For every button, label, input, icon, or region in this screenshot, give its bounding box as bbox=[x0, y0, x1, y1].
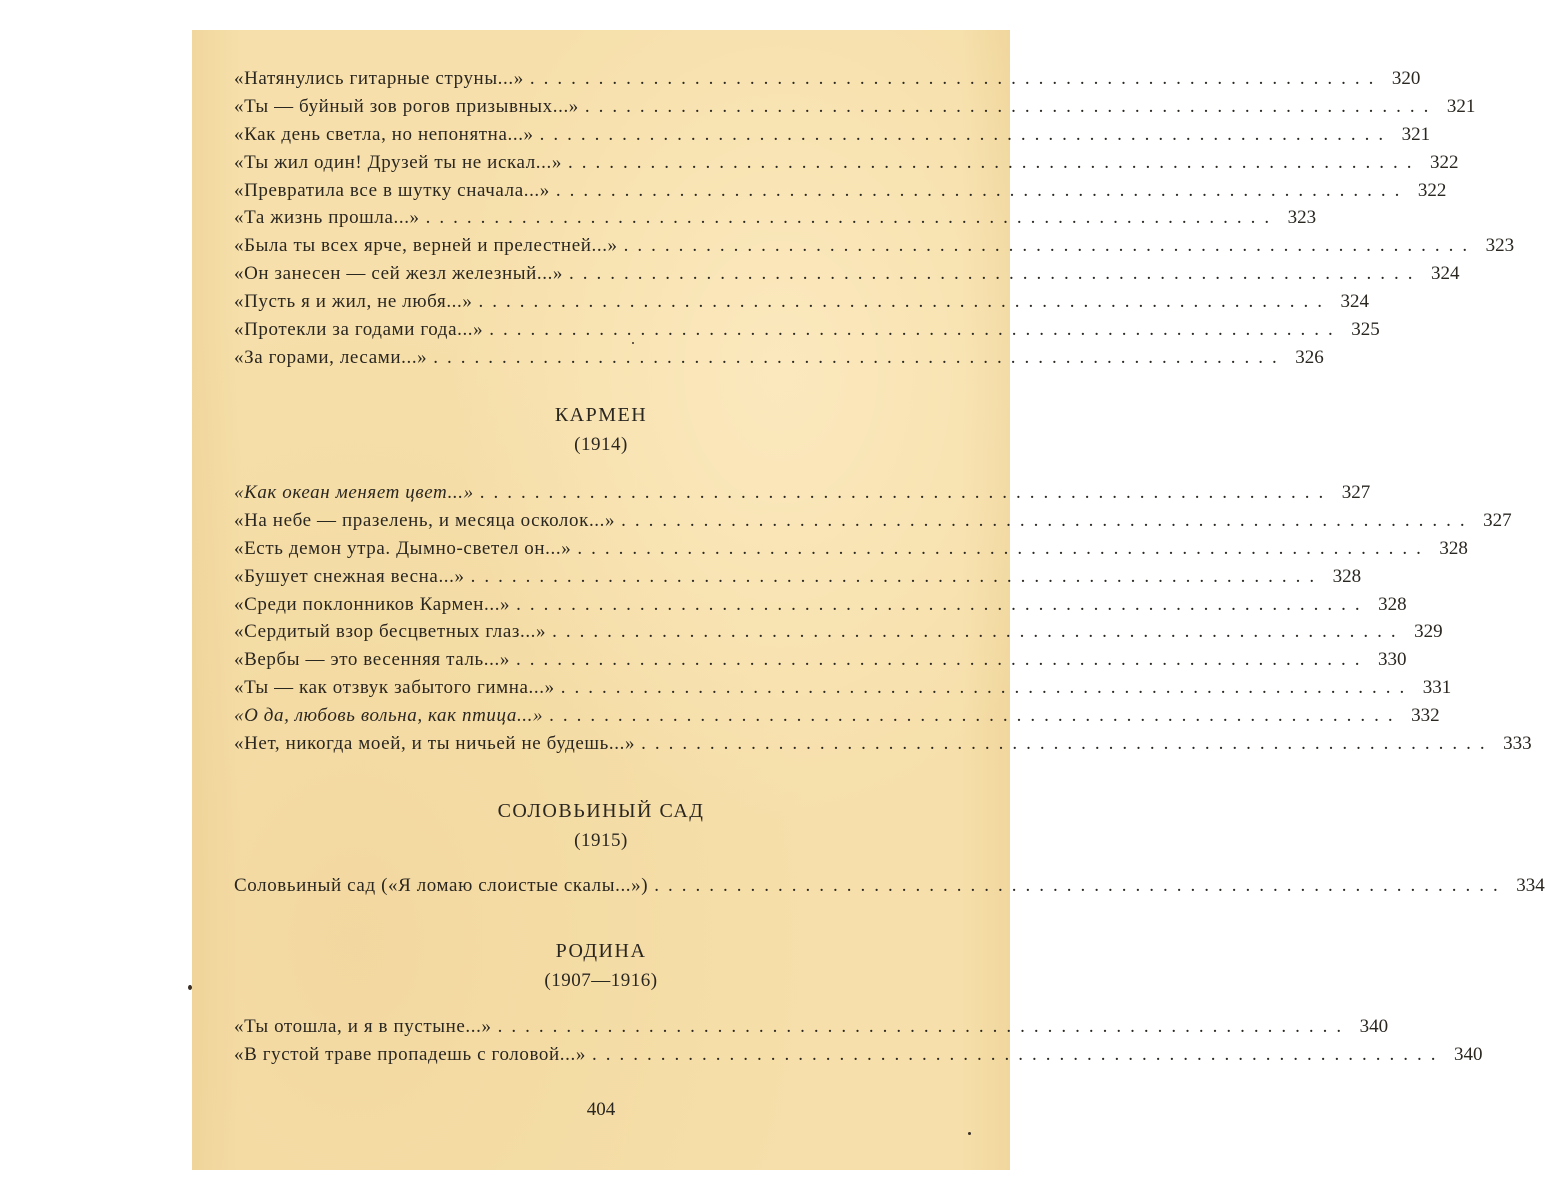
leader-dots: .............................................................. bbox=[549, 705, 1402, 727]
print-speck bbox=[632, 342, 634, 344]
section-title: РОДИНА bbox=[555, 940, 647, 962]
entry-title: «Пусть я и жил, не любя...» bbox=[234, 291, 473, 313]
toc-entry bbox=[234, 95, 1476, 124]
toc-entry bbox=[234, 1016, 1389, 1044]
leader-dots: .............................................................. bbox=[560, 677, 1414, 699]
entry-page: 324 bbox=[1431, 263, 1460, 285]
toc-entry bbox=[234, 346, 1324, 375]
entry-page: 324 bbox=[1340, 291, 1369, 313]
leader-dots: .............................................................. bbox=[516, 593, 1369, 615]
toc-entry bbox=[234, 565, 1362, 594]
leader-dots: .............................................................. bbox=[555, 179, 1409, 201]
toc-entry bbox=[234, 263, 1460, 291]
entry-title: «Ты отошла, и я в пустыне...» bbox=[234, 1016, 492, 1037]
toc-entry bbox=[234, 677, 1452, 705]
toc-entry bbox=[234, 705, 1440, 733]
leader-dots: .............................................................. bbox=[654, 875, 1507, 896]
entry-title: «Есть демон утра. Дымно-светел он...» bbox=[234, 537, 572, 559]
entry-title: «На небе — празелень, и месяца осколок...» bbox=[234, 509, 616, 531]
entry-page: 340 bbox=[1453, 1043, 1483, 1065]
print-speck bbox=[968, 1132, 971, 1135]
leader-dots: .............................................................. bbox=[478, 291, 1331, 313]
entry-page: 321 bbox=[1401, 123, 1431, 145]
toc-block-carmen bbox=[234, 482, 1532, 761]
section-years: (1914) bbox=[574, 434, 628, 455]
book-page bbox=[192, 30, 1545, 1170]
entry-page: 326 bbox=[1295, 346, 1324, 368]
entry-title: «О да, любовь вольна, как птица...» bbox=[234, 705, 544, 727]
leader-dots: .............................................................. bbox=[515, 649, 1369, 671]
section-years: (1915) bbox=[574, 830, 628, 851]
leader-dots: .............................................................. bbox=[479, 482, 1333, 503]
entry-page: 328 bbox=[1332, 565, 1362, 587]
entry-page: 322 bbox=[1429, 151, 1459, 173]
toc-entry bbox=[234, 319, 1380, 347]
entry-title: «Была ты всех ярче, верней и прелестней...» bbox=[234, 235, 618, 257]
entry-title: «За горами, лесами...» bbox=[234, 346, 428, 368]
entry-title: «Вербы — это весенняя таль...» bbox=[234, 649, 510, 671]
toc-entry bbox=[234, 537, 1468, 566]
entry-page: 322 bbox=[1417, 179, 1447, 201]
leader-dots: .............................................................. bbox=[529, 68, 1383, 89]
entry-title: «Среди поклонников Кармен...» bbox=[234, 593, 511, 615]
leader-dots: .............................................................. bbox=[539, 123, 1393, 145]
entry-page: 325 bbox=[1351, 319, 1380, 341]
entry-title: «Ты — как отзвук забытого гимна...» bbox=[234, 677, 555, 699]
entry-page: 321 bbox=[1446, 95, 1476, 117]
entry-title: «Нет, никогда моей, и ты ничьей не будешь...» bbox=[234, 733, 636, 755]
leader-dots: .............................................................. bbox=[569, 263, 1422, 285]
entry-page: 320 bbox=[1391, 68, 1421, 89]
entry-title: «Сердитый взор бесцветных глаз...» bbox=[234, 621, 547, 643]
entry-title: «Бушует снежная весна...» bbox=[234, 565, 465, 587]
toc-entry bbox=[234, 875, 1545, 903]
entry-title: «Ты — буйный зов рогов призывных...» bbox=[234, 95, 579, 117]
section-heading-carmen bbox=[192, 400, 1010, 460]
toc-entry bbox=[234, 123, 1431, 152]
toc-block-continuation bbox=[234, 68, 1515, 375]
leader-dots: .............................................................. bbox=[621, 509, 1474, 531]
entry-page: 327 bbox=[1341, 482, 1371, 503]
toc-entry bbox=[234, 593, 1407, 622]
leader-dots: .............................................................. bbox=[591, 1043, 1445, 1065]
entry-page: 323 bbox=[1485, 235, 1515, 257]
print-speck bbox=[188, 985, 192, 990]
entry-page: 333 bbox=[1503, 733, 1532, 755]
leader-dots: .............................................................. bbox=[552, 621, 1405, 643]
leader-dots: .............................................................. bbox=[470, 565, 1324, 587]
leader-dots: .............................................................. bbox=[497, 1016, 1351, 1037]
entry-page: 323 bbox=[1287, 207, 1317, 229]
entry-page: 328 bbox=[1439, 537, 1468, 559]
leader-dots: .............................................................. bbox=[623, 235, 1477, 257]
entry-title: Соловьиный сад («Я ломаю слоистые скалы...») bbox=[234, 875, 649, 896]
toc-entry bbox=[234, 621, 1443, 649]
leader-dots: .............................................................. bbox=[577, 537, 1430, 559]
section-title: СОЛОВЬИНЫЙ САД bbox=[497, 800, 705, 822]
leader-dots: .............................................................. bbox=[567, 151, 1421, 173]
entry-title: «Он занесен — сей жезл железный...» bbox=[234, 263, 564, 285]
entry-page: 332 bbox=[1411, 705, 1440, 727]
entry-title: «Превратила все в шутку сначала...» bbox=[234, 179, 550, 201]
entry-title: «В густой траве пропадешь с головой...» bbox=[234, 1043, 586, 1065]
toc-entry bbox=[234, 291, 1369, 319]
entry-page: 328 bbox=[1378, 593, 1407, 615]
toc-entry bbox=[234, 733, 1532, 761]
toc-entry bbox=[234, 482, 1371, 510]
toc-entry bbox=[234, 509, 1512, 538]
toc-entry bbox=[234, 151, 1459, 180]
section-years: (1907—1916) bbox=[544, 970, 658, 991]
toc-block-nightingale-garden bbox=[234, 875, 1545, 903]
leader-dots: .............................................................. bbox=[584, 95, 1438, 117]
toc-entry bbox=[234, 1043, 1483, 1072]
entry-title: «Протекли за годами года...» bbox=[234, 319, 484, 341]
leader-dots: .............................................................. bbox=[425, 207, 1279, 229]
entry-page: 327 bbox=[1483, 509, 1512, 531]
entry-title: «Как день светла, но непонятна...» bbox=[234, 123, 534, 145]
entry-title: «Та жизнь прошла...» bbox=[234, 207, 420, 229]
toc-entry bbox=[234, 649, 1407, 677]
toc-entry bbox=[234, 207, 1317, 235]
section-title: КАРМЕН bbox=[554, 404, 648, 426]
entry-title: «Натянулись гитарные струны...» bbox=[234, 68, 524, 89]
toc-entry bbox=[234, 68, 1421, 96]
toc-entry bbox=[234, 235, 1515, 263]
entry-title: «Как океан меняет цвет...» bbox=[234, 482, 474, 503]
leader-dots: .............................................................. bbox=[489, 319, 1342, 341]
toc-block-rodina bbox=[234, 1016, 1483, 1072]
entry-page: 331 bbox=[1422, 677, 1452, 699]
entry-page: 340 bbox=[1359, 1016, 1389, 1037]
page-number: 404 bbox=[586, 1099, 616, 1120]
leader-dots: .............................................................. bbox=[641, 733, 1494, 755]
entry-page: 330 bbox=[1377, 649, 1407, 671]
toc-entry bbox=[234, 179, 1447, 208]
section-heading-rodina bbox=[192, 936, 1010, 996]
entry-title: «Ты жил один! Друзей ты не искал...» bbox=[234, 151, 562, 173]
entry-page: 329 bbox=[1414, 621, 1443, 643]
section-heading-nightingale-garden bbox=[192, 796, 1010, 856]
leader-dots: .............................................................. bbox=[433, 346, 1286, 368]
entry-page: 334 bbox=[1516, 875, 1545, 896]
